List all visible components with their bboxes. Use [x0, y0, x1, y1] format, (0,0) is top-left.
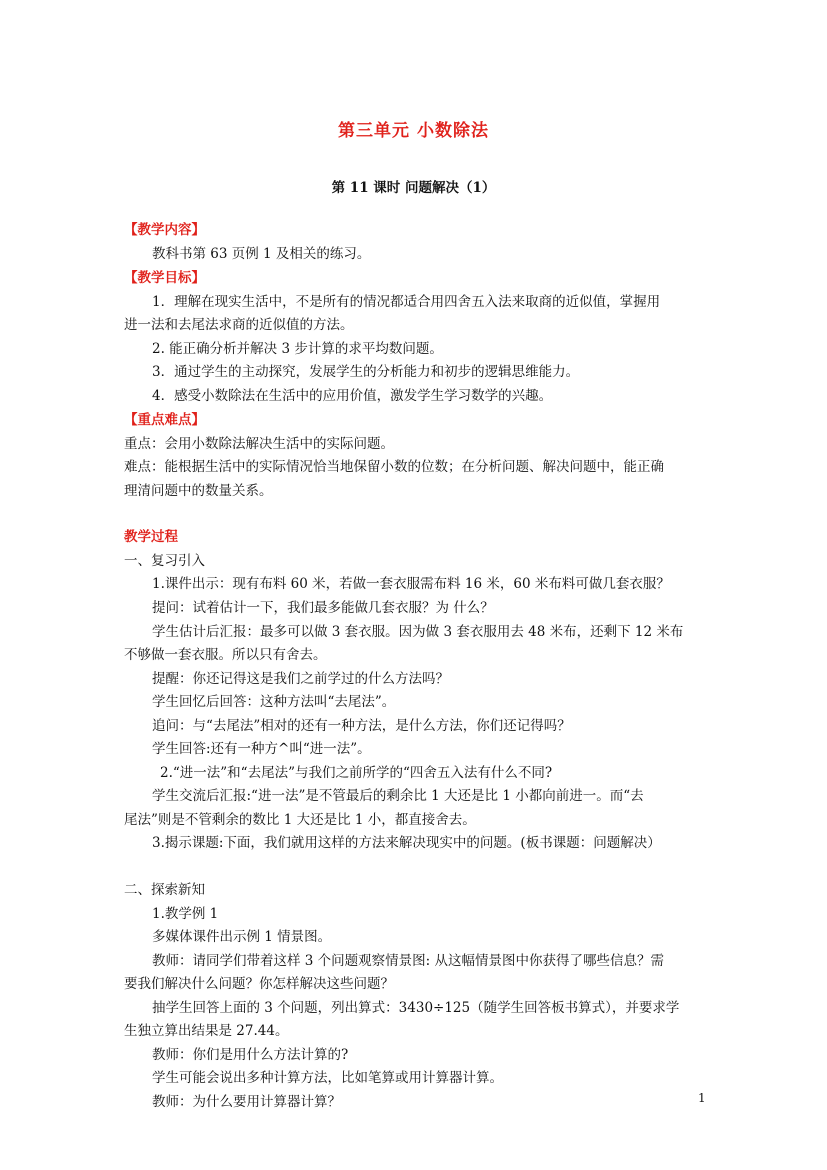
paragraph-line: 追问：与“去尾法”相对的还有一种方法，是什么方法，你们还记得吗？: [152, 718, 571, 734]
unit-title: 第三单元 小数除法: [338, 121, 489, 141]
paragraph-line: 重点：会用小数除法解决生活中的实际问题。: [124, 436, 394, 452]
page-number: 1: [698, 1091, 706, 1105]
paragraph-line: 教科书第 63 页例 1 及相关的练习。: [152, 246, 371, 262]
lesson-subtitle: 第 11 课时 问题解决（1）: [331, 180, 496, 196]
paragraph-line: 教师：请同学们带着这样 3 个问题观察情景图: 从这幅情景图中你获得了哪些信息？需: [152, 953, 665, 969]
paragraph-line: 尾法”则是不管剩余的数比 1 大还是比 1 小，都直接舍去。: [124, 812, 476, 828]
paragraph-line: 学生回忆后回答：这种方法叫“去尾法”。: [152, 694, 396, 710]
paragraph-line: 2. 能正确分析并解决 3 步计算的求平均数问题。: [152, 341, 443, 357]
paragraph-line: 难点：能根据生活中的实际情况恰当地保留小数的位数；在分析问题、解决问题中，能正确: [124, 459, 664, 475]
paragraph-line: 要我们解决什么问题？你怎样解决这些问题？: [124, 976, 394, 992]
paragraph-line: 教师：为什么要用计算器计算？: [152, 1094, 341, 1110]
paragraph-line: 学生交流后汇报:“进一法”是不管最后的剩余比 1 大还是比 1 小都向前进一。而“去: [152, 788, 644, 804]
subsection-heading: 一、复习引入: [124, 553, 205, 569]
section-heading-process: 教学过程: [124, 529, 178, 545]
paragraph-line: 理清问题中的数量关系。: [124, 483, 273, 499]
section-heading-content: 【教学内容】: [124, 222, 205, 238]
paragraph-line: 4．感受小数除法在生活中的应用价值，激发学生学习数学的兴趣。: [152, 388, 553, 404]
paragraph-line: 1．理解在现实生活中，不是所有的情况都适合用四舍五入法来取商的近似值，掌握用: [152, 294, 661, 310]
paragraph-line: 1.课件出示：现有布料 60 米，若做一套衣服需布料 16 米，60 米布料可做几套衣服？: [152, 576, 670, 592]
subsection-heading: 二、探索新知: [124, 882, 205, 898]
paragraph-line: 教师：你们是用什么方法计算的?: [152, 1047, 349, 1063]
paragraph-line: 学生可能会说出多种计算方法，比如笔算或用计算器计算。: [152, 1070, 503, 1086]
paragraph-line: 3.揭示课题:下面，我们就用这样的方法来解决现实中的问题。(板书课题：问题解决）: [152, 835, 661, 851]
paragraph-line: 生独立算出结果是 27.44。: [124, 1023, 289, 1039]
paragraph-line: 提醒：你还记得这是我们之前学过的什么方法吗？: [152, 671, 449, 687]
paragraph-line: 学生估计后汇报：最多可以做 3 套衣服。因为做 3 套衣服用去 48 米布，还剩下 12 米布: [152, 624, 684, 640]
paragraph-line: 提问：试着估计一下，我们最多能做几套衣服？为 什么？: [152, 600, 494, 616]
paragraph-line: 2.“进一法”和“去尾法”与我们之前所学的“四舍五入法有什么不同?: [160, 765, 553, 781]
paragraph-line: 1.教学例 1: [152, 906, 219, 922]
section-heading-key-points: 【重点难点】: [124, 412, 205, 428]
paragraph-line: 进一法和去尾法求商的近似值的方法。: [124, 317, 354, 333]
paragraph-line: 不够做一套衣服。所以只有舍去。: [124, 647, 327, 663]
paragraph-line: 3．通过学生的主动探究，发展学生的分析能力和初步的逻辑思维能力。: [152, 364, 580, 380]
paragraph-line: 多媒体课件出示例 1 情景图。: [152, 929, 332, 945]
paragraph-line: 学生回答:还有一种方^叫“进一法”。: [152, 741, 371, 757]
section-heading-objectives: 【教学目标】: [124, 270, 205, 286]
paragraph-line: 抽学生回答上面的 3 个问题，列出算式：3430÷125（随学生回答板书算式），并要求学: [152, 1000, 680, 1016]
